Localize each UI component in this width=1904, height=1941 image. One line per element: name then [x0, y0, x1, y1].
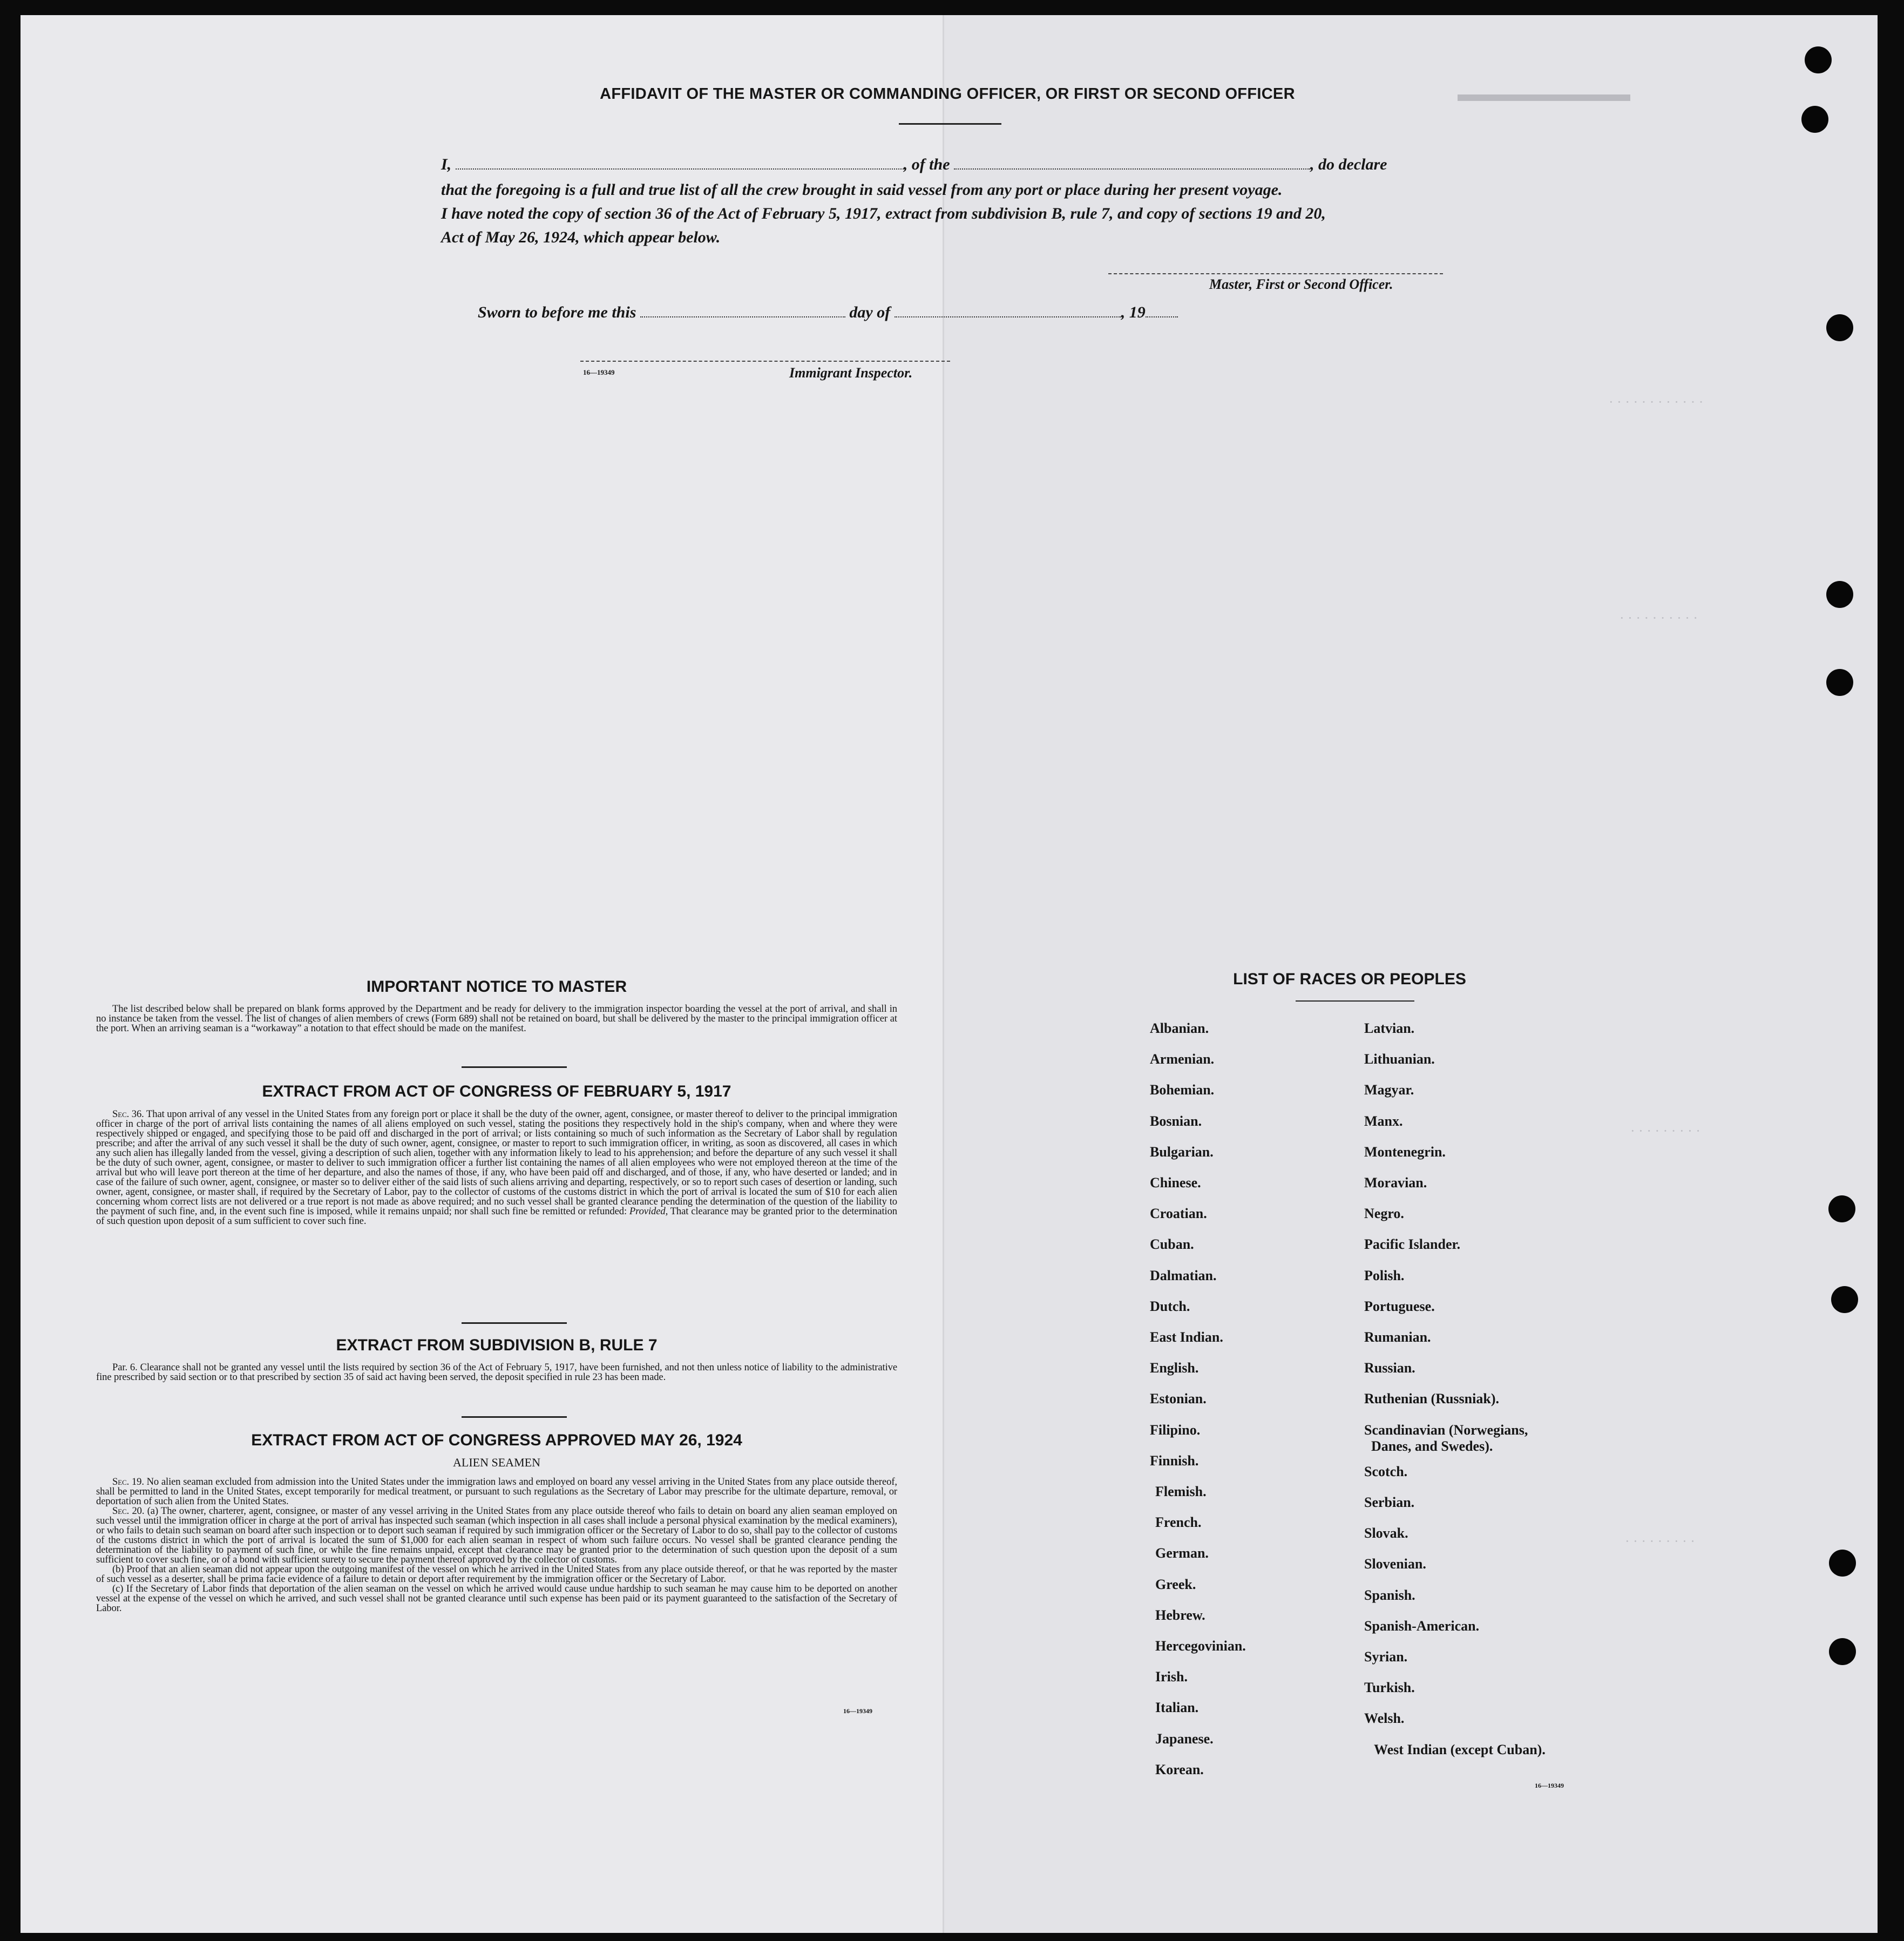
race-item: Danes, and Swedes). [1371, 1438, 1493, 1454]
races-title-underline [1296, 1000, 1414, 1002]
race-item: Scandinavian (Norwegians, [1364, 1422, 1528, 1438]
sworn-day-blank[interactable] [640, 316, 845, 317]
notice-title: IMPORTANT NOTICE TO MASTER [366, 978, 627, 996]
race-item: Chinese. [1150, 1175, 1201, 1191]
notice-paragraph: The list described below shall be prepared on blank forms approved by the Department and be ready for delivery to the immigration inspector boarding the vessel at the port of arrival, and shall in no instance be taken from the vessel. The list of changes of alien members of crews (Form 689) shall not be retained on board, but shall be delivered by the master to the principal immigration officer at the port. When an arriving seaman is a “workaway” a notation to that effect should be made on the manifest. [96, 1003, 897, 1034]
show-through-mark: · · · · · · · · · [1625, 1533, 1695, 1549]
affidavit-of-the: , of the [903, 155, 950, 173]
proviso-text: That clearance may be granted prior to the determination of such question upon deposit of a sum sufficient to cover such fine. [96, 1206, 897, 1227]
race-item: Cuban. [1150, 1236, 1194, 1252]
alien-seamen-subtitle: ALIEN SEAMEN [453, 1456, 540, 1469]
section-divider [462, 1322, 567, 1324]
race-item: Croatian. [1150, 1206, 1207, 1221]
show-through-mark: ▬▬▬▬▬▬▬▬ [1458, 82, 1630, 106]
affidavit-i: I, [441, 155, 452, 173]
race-item: Polish. [1364, 1268, 1405, 1283]
race-item: Russian. [1364, 1360, 1415, 1376]
races-title: LIST OF RACES OR PEOPLES [1233, 970, 1466, 988]
sec-36-text: That upon arrival of any vessel in the United States from any foreign port or place it shall be the duty of the owner, agent, consignee, or master thereof to deliver to the principal immigration officer in charge of the port of arrival lists containing the names of all aliens employed on such vessel, stating the positions they respectively hold in the ship's company, when and where they were respectively shipped or engaged, and specifying those to be paid off and discharged in the port of arrival; or lists containing so much of such information as the Secretary of Labor shall by regulation prescribe; and after the arrival of any such vessel it shall be the duty of such owner, agent, consignee, or master to report to such immigration officer, in writing, as soon as discovered, all cases in which any such alien has illegally landed from the vessel, giving a description of such alien, together with any information likely to lead to his apprehension; and before the departure of any such vessel it shall be the duty of such owner, agent, consignee, or master to deliver to such immigration officer a further list containing the names of all alien employees who were not employed thereon at the time of the arrival but who will leave port thereon at the time of her departure, and also the names of those, if any, who have been paid off and discharged, and of those, if any, who have deserted or landed; and in case of the failure of such owner, agent, consignee, or master so to deliver either of the said lists of such aliens arriving and departing, respectively, or so to report such cases of desertion or landing, such owner, agent, consignee, or master shall, if required by the Secretary of Labor, pay to the collector of customs of the customs district in which the port of arrival is located the sum of $10 for each alien concerning whom correct lists are not delivered or a true report is not made as above required; and no such vessel shall be granted clearance pending the determination of the question of the liability to the payment of such fine, and, in the event such fine is imposed, while it remains unpaid; nor shall such fine be remitted or refunded: [96, 1108, 897, 1217]
race-item: Korean. [1155, 1762, 1204, 1777]
vessel-blank[interactable] [954, 168, 1310, 170]
race-item: Latvian. [1364, 1020, 1415, 1036]
race-item: Welsh. [1364, 1710, 1405, 1726]
sworn-prefix: Sworn to before me this [478, 303, 636, 321]
race-item: Lithuanian. [1364, 1051, 1435, 1067]
race-item: Magyar. [1364, 1082, 1414, 1098]
sec-20b-paragraph: (b) Proof that an alien seaman did not appear upon the outgoing manifest of the vessel on which he arrived in the United States from any place outside thereof, or that he was reported by the master of such vessel as a deserter, shall be prima facie evidence of a failure to detain or deport after requirement by the immigration officer or the Secretary of Labor. [96, 1564, 897, 1585]
affidavit-line-4: Act of May 26, 1924, which appear below. [441, 228, 721, 246]
inspector-signature-line[interactable] [580, 361, 950, 362]
signature-line[interactable] [1108, 273, 1443, 274]
affidavit-line-3: I have noted the copy of section 36 of the Act of February 5, 1917, extract from subdivision B, rule 7, and copy of sections 19 and 20, [441, 205, 1326, 222]
race-item: Turkish. [1364, 1680, 1415, 1695]
rule-7-text [96, 1363, 897, 1382]
form-code: 16—19349 [583, 368, 615, 376]
race-item: Spanish-American. [1364, 1618, 1480, 1634]
sec-20a-text: (a) The owner, charterer, agent, consignee, or master of any vessel arriving in the United States from any place outside thereof who fails to detain on board any alien seaman employed on such vessel until the immigration officer in charge at the port of arrival has inspected such seaman (which inspection in all cases shall include a personal physical examination by the medical examiners), or who fails to detain such seaman on board after such inspection or to deport such seaman if required by such immigration officer or the Secretary of Labor to do so, shall pay to the collector of customs of the customs district in which the port of arrival is located the sum of $1,000 for each alien seaman in respect of whom such failure occurs. No vessel shall be granted clearance pending the determination of the liability to payment of such fine, or while the fine remains unpaid, except that clearance may be granted prior to the determination of such question upon the deposit of a sum sufficient to cover such fine, or of a bond with sufficient surety to secure the payment thereof approved by the collector of customs. [96, 1505, 897, 1565]
race-item: Slovak. [1364, 1525, 1408, 1541]
punch-hole [1805, 46, 1832, 73]
sec-19-label: Sec. 19. [112, 1476, 144, 1487]
fold-line [943, 15, 944, 1933]
section-divider [462, 1416, 567, 1418]
form-code: 16—19349 [1535, 1782, 1564, 1789]
race-item: Bohemian. [1150, 1082, 1215, 1098]
race-item: Filipino. [1150, 1422, 1201, 1438]
sec-36-label: Sec. 36. [112, 1108, 144, 1120]
race-item: English. [1150, 1360, 1199, 1376]
affidavit-line-2: that the foregoing is a full and true list of all the crew brought in said vessel from any port or place during her present voyage. [441, 181, 1283, 199]
sec-19-text: No alien seaman excluded from admission into the United States under the immigration laws and employed on board any vessel arriving in the United States from any place outside thereof, shall be permitted to land in the United States, except temporarily for medical treatment, or pursuant to such regulations as the Secretary of Labor may prescribe for the ultimate departure, removal, or deportation of such alien from the United States. [96, 1476, 897, 1507]
punch-hole [1831, 1286, 1858, 1313]
sworn-day: day of [849, 303, 891, 321]
race-item: Finnish. [1150, 1453, 1199, 1469]
race-item: Estonian. [1150, 1391, 1207, 1406]
inspector-label: Immigrant Inspector. [789, 365, 913, 381]
affidavit-declare: , do declare [1310, 155, 1387, 173]
name-blank[interactable] [456, 168, 904, 170]
act-1917-text [96, 1110, 897, 1226]
affidavit-title: AFFIDAVIT OF THE MASTER OR COMMANDING OFFICER, OR FIRST OR SECOND OFFICER [600, 85, 1295, 103]
race-item: German. [1155, 1545, 1209, 1561]
proviso-label: Provided, [629, 1206, 668, 1217]
notice-text [96, 1004, 897, 1033]
punch-hole [1829, 1550, 1856, 1577]
race-item: Dutch. [1150, 1298, 1190, 1314]
race-item: Negro. [1364, 1206, 1404, 1221]
race-item: Syrian. [1364, 1649, 1408, 1665]
show-through-mark: · · · · · · · · · [1630, 1123, 1700, 1139]
sec-36-paragraph [96, 1110, 897, 1226]
race-item: Scotch. [1364, 1464, 1408, 1479]
show-through-mark: · · · · · · · · · · · · [1609, 394, 1704, 410]
race-item: Slovenian. [1364, 1556, 1426, 1572]
race-item: Italian. [1155, 1700, 1199, 1715]
race-item: Bosnian. [1150, 1113, 1202, 1129]
race-item: Rumanian. [1364, 1329, 1431, 1345]
punch-hole [1826, 581, 1853, 608]
race-item: Dalmatian. [1150, 1268, 1217, 1283]
document-sheet [21, 15, 1878, 1933]
race-item: Manx. [1364, 1113, 1403, 1129]
show-through-mark: · · · · · · · · · · [1620, 610, 1698, 626]
race-item: Japanese. [1155, 1731, 1214, 1747]
race-item: Bulgarian. [1150, 1144, 1214, 1160]
race-item: Irish. [1155, 1669, 1188, 1685]
punch-hole [1829, 1638, 1856, 1665]
title-underline [899, 123, 1001, 125]
sec-19-paragraph [96, 1477, 897, 1506]
race-item: Serbian. [1364, 1494, 1415, 1510]
section-divider [462, 1066, 567, 1068]
sworn-year-blank[interactable] [1146, 316, 1178, 317]
act-1924-text [96, 1477, 897, 1613]
race-item: Albanian. [1150, 1020, 1209, 1036]
act-1924-title: EXTRACT FROM ACT OF CONGRESS APPROVED MAY 26, 1924 [251, 1431, 742, 1449]
sec-20a-paragraph [96, 1506, 897, 1565]
race-item: Flemish. [1155, 1484, 1207, 1499]
form-code: 16—19349 [843, 1707, 872, 1715]
race-item: Hebrew. [1155, 1607, 1205, 1623]
rule-7-title: EXTRACT FROM SUBDIVISION B, RULE 7 [336, 1336, 658, 1354]
sec-20c-paragraph: (c) If the Secretary of Labor finds that deportation of the alien seaman on the vessel on which he arrived would cause undue hardship to such seaman he may cause him to be deported on another vessel at the expense of the vessel on which he arrived, and such vessel shall not be granted clearance until such expense has been paid or its payment guaranteed to the satisfaction of the Secretary of Labor. [96, 1583, 897, 1614]
act-1917-title: EXTRACT FROM ACT OF CONGRESS OF FEBRUARY 5, 1917 [262, 1083, 731, 1100]
race-item: French. [1155, 1514, 1202, 1530]
affidavit-body [441, 151, 1467, 249]
sworn-month-blank[interactable] [895, 316, 1121, 317]
affidavit-line-1 [441, 151, 1467, 178]
race-item: Hercegovinian. [1155, 1638, 1246, 1654]
signature-label: Master, First or Second Officer. [1209, 276, 1393, 292]
punch-hole [1801, 106, 1828, 133]
race-item: Ruthenian (Russniak). [1364, 1391, 1499, 1406]
rule-7-paragraph: Par. 6. Clearance shall not be granted any vessel until the lists required by section 36 of the Act of February 5, 1917, have been furnished, and not then unless notice of liability to the administrative fine prescribed by said section or to that prescribed by section 35 of said act having been served, the deposit specified in rule 23 has been made. [96, 1362, 897, 1383]
race-item: West Indian (except Cuban). [1374, 1742, 1546, 1757]
race-item: Portuguese. [1364, 1298, 1435, 1314]
punch-hole [1828, 1195, 1855, 1222]
sworn-year: , 19 [1121, 303, 1146, 321]
sec-20-label: Sec. 20. [112, 1505, 145, 1517]
race-item: Armenian. [1150, 1051, 1215, 1067]
race-item: East Indian. [1150, 1329, 1223, 1345]
race-item: Pacific Islander. [1364, 1236, 1461, 1252]
punch-hole [1826, 669, 1853, 696]
race-item: Greek. [1155, 1577, 1196, 1592]
race-item: Montenegrin. [1364, 1144, 1446, 1160]
sworn-line [478, 303, 1178, 322]
punch-hole [1826, 314, 1853, 341]
race-item: Spanish. [1364, 1587, 1415, 1603]
race-item: Moravian. [1364, 1175, 1427, 1191]
